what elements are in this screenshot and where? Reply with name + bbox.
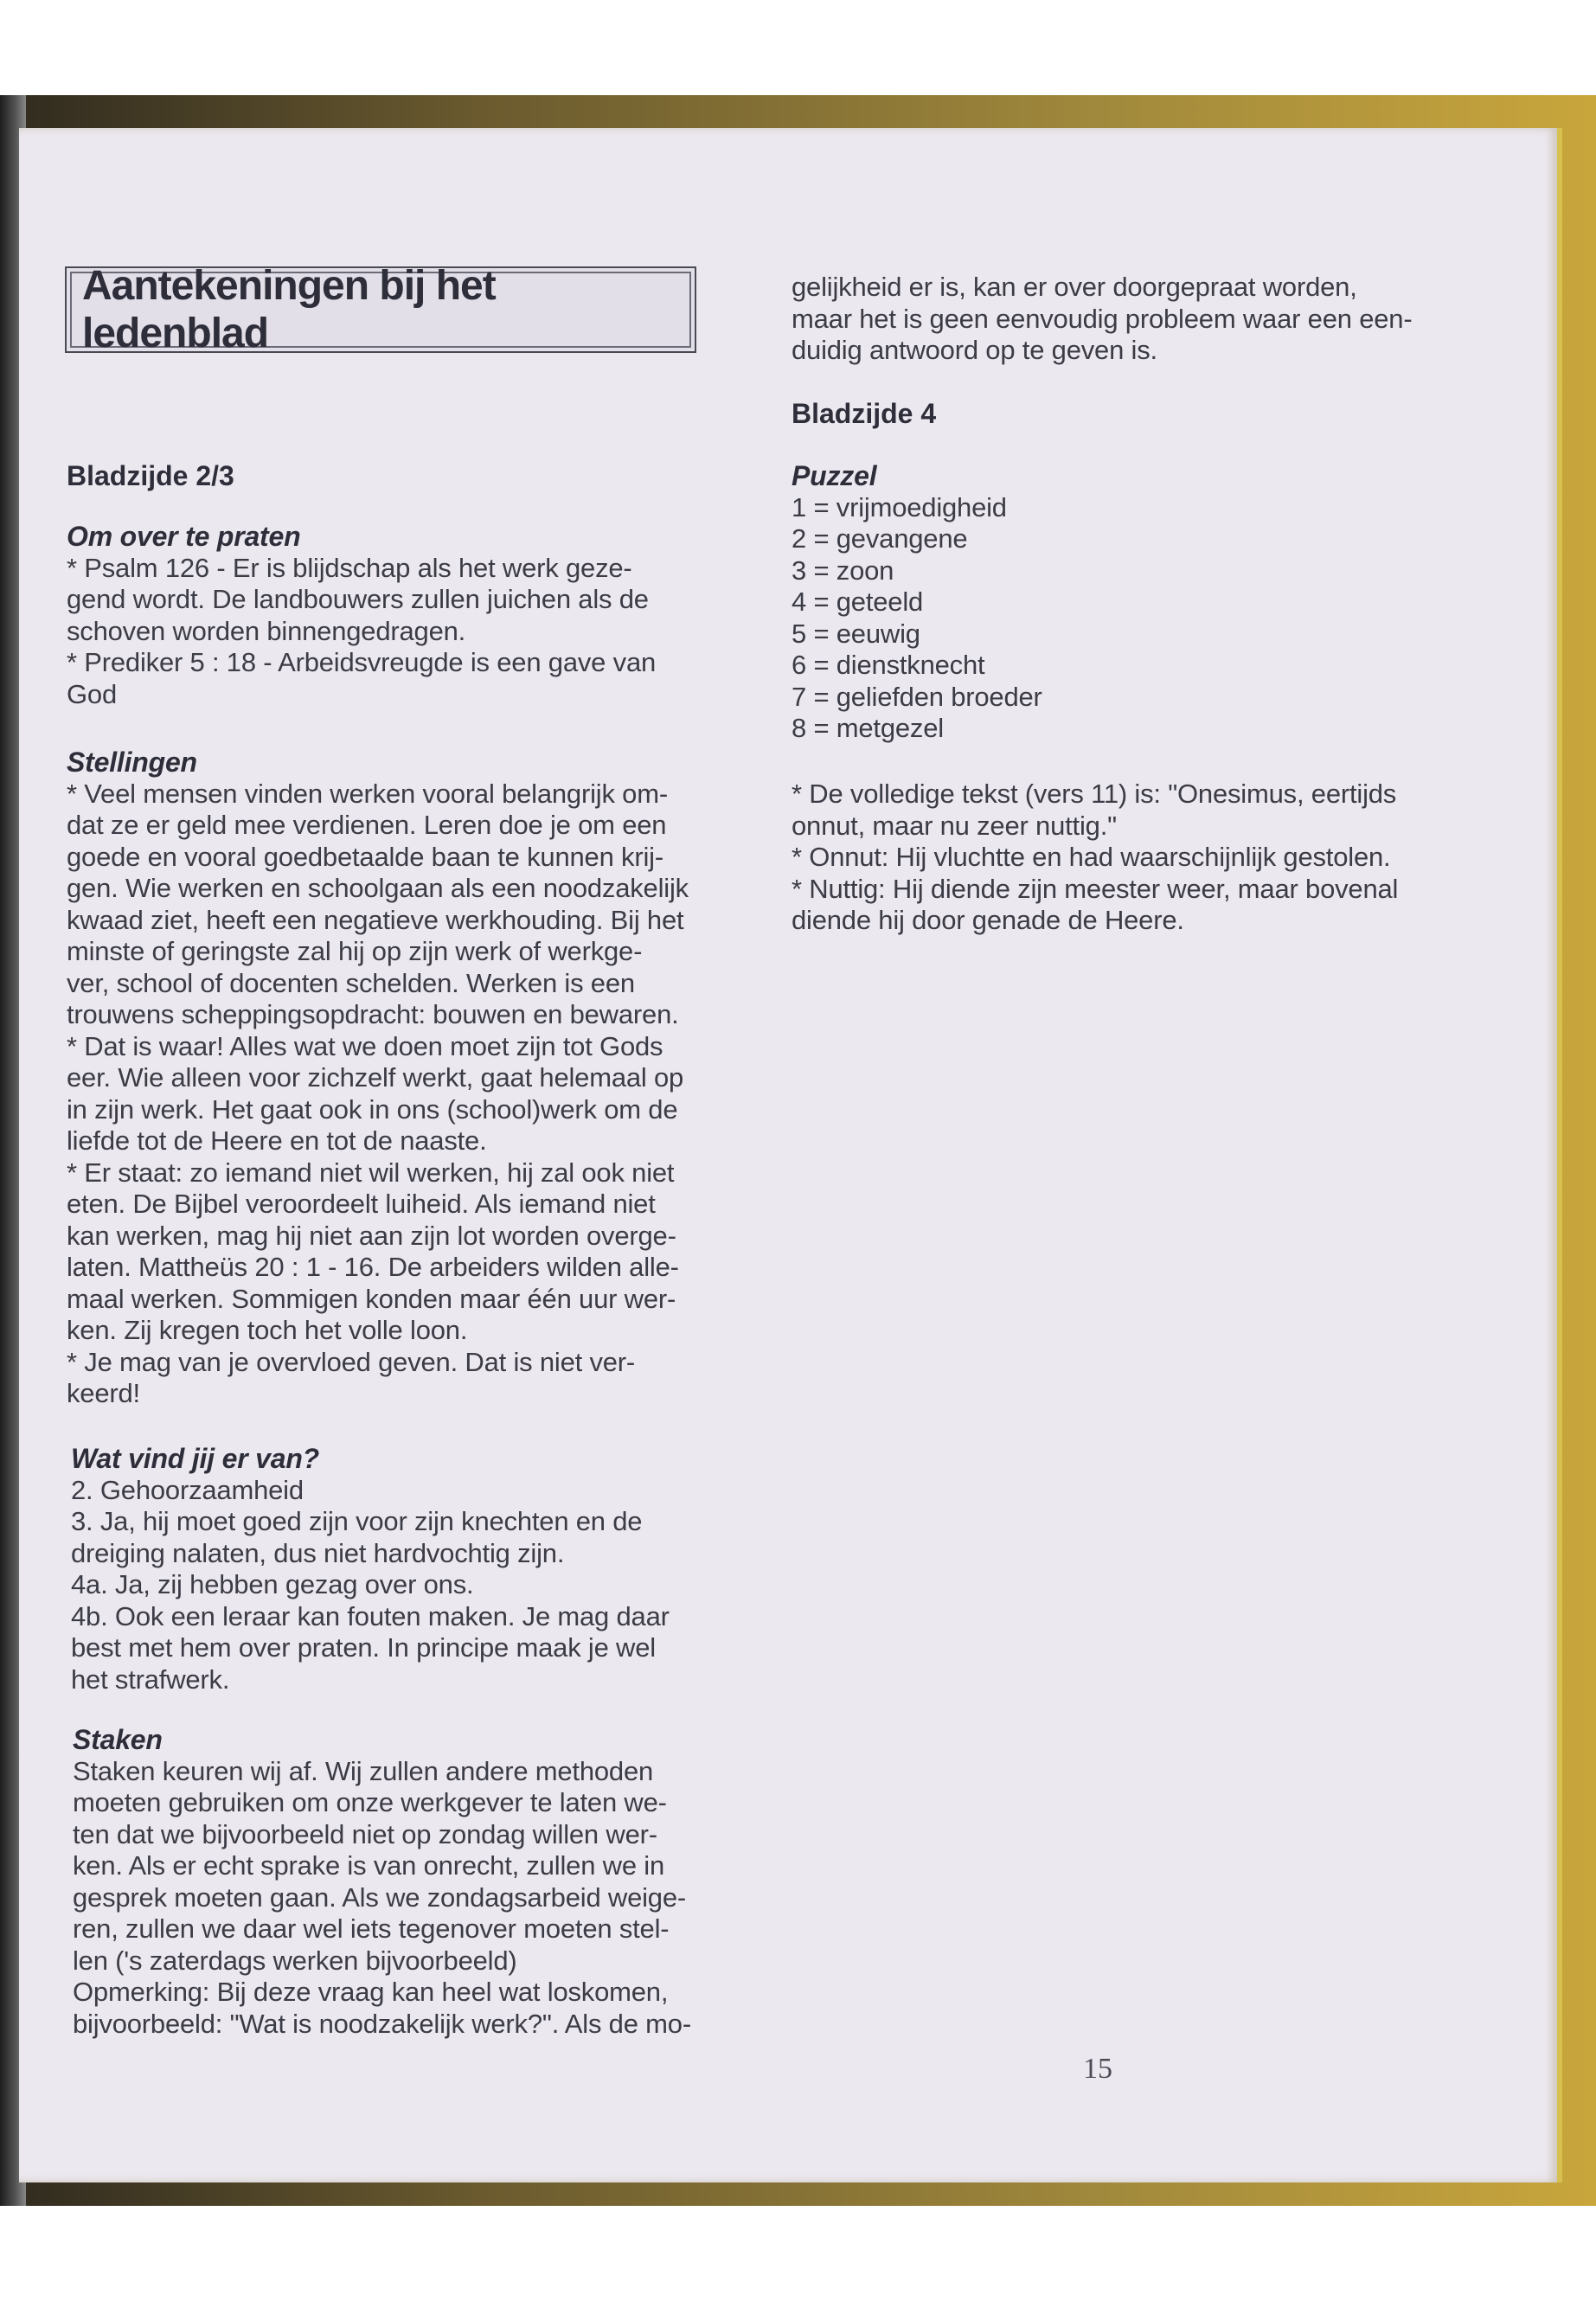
text-line: * Dat is waar! Alles wat we doen moet zijn tot Gods [67, 1030, 663, 1061]
text-line: * Er staat: zo iemand niet wil werken, hij zal ook niet [67, 1157, 675, 1188]
puzzle-answer: 2 = gevangene [792, 523, 968, 554]
text-line: dreiging nalaten, dus niet hardvochtig zijn. [71, 1537, 565, 1568]
text-line: trouwens scheppingsopdracht: bouwen en bewaren. [67, 999, 679, 1029]
om-over-te-praten-heading: Om over te praten [67, 521, 301, 552]
text-line: 4b. Ook een leraar kan fouten maken. Je mag daar [71, 1600, 670, 1631]
text-line: * Nuttig: Hij diende zijn meester weer, maar bovenal [792, 873, 1399, 904]
section-heading-bladzijde-2-3: Bladzijde 2/3 [67, 460, 234, 491]
text-line: God [67, 678, 117, 709]
title-box [65, 263, 696, 356]
text-line: ten dat we bijvoorbeeld niet op zondag willen wer- [73, 1818, 657, 1849]
text-line: 4a. Ja, zij hebben gezag over ons. [71, 1569, 474, 1599]
text-line: gesprek moeten gaan. Als we zondagsarbeid weige- [73, 1881, 687, 1913]
text-line: eer. Wie alleen voor zichzelf werkt, gaat helemaal op [67, 1062, 684, 1093]
text-line: Opmerking: Bij deze vraag kan heel wat loskomen, [73, 1977, 669, 2007]
text-line: Staken keuren wij af. Wij zullen andere methoden [73, 1755, 654, 1786]
text-line: eten. De Bijbel veroordeelt luiheid. Als iemand niet [67, 1189, 656, 1219]
continuation-block [792, 272, 1484, 367]
text-line: in zijn werk. Het gaat ook in ons (school)werk om de [67, 1093, 678, 1125]
text-line: ver, school of docenten schelden. Werken is een [67, 967, 635, 998]
puzzle-answer: 8 = metgezel [792, 713, 944, 743]
wat-vind-jij-heading: Wat vind jij er van? [71, 1443, 320, 1474]
text-line: diende hij door genade de Heere. [792, 905, 1184, 935]
page-title: Aantekeningen bij het ledenblad [70, 272, 691, 348]
text-line: * Prediker 5 : 18 - Arbeidsvreugde is een gave van [67, 647, 657, 677]
text-line: ren, zullen we daar wel iets tegenover moeten stel- [73, 1913, 670, 1944]
staken-block [73, 1724, 739, 2040]
text-line: maar het is geen eenvoudig probleem waar een een- [792, 303, 1413, 334]
text-line: dat ze er geld mee verdienen. Leren doe je om een [67, 810, 667, 840]
text-line: gelijkheid er is, kan er over doorgepraat worden, [792, 272, 1357, 302]
stellingen-block [67, 747, 733, 1410]
text-line: best met hem over praten. In principe maak je wel [71, 1632, 656, 1663]
puzzle-answer: 1 = vrijmoedigheid [792, 491, 1007, 522]
text-line: 3. Ja, hij moet goed zijn voor zijn knechten en de [71, 1506, 643, 1536]
text-line: schoven worden binnengedragen. [67, 615, 466, 646]
page [19, 128, 1562, 2182]
text-line: * Veel mensen vinden werken vooral belangrijk om- [67, 778, 668, 809]
text-line: onnut, maar nu zeer nuttig." [792, 810, 1117, 841]
text-line: * Je mag van je overvloed geven. Dat is niet ver- [67, 1346, 636, 1377]
puzzle-answer: 5 = eeuwig [792, 618, 920, 649]
puzzel-heading: Puzzel [792, 460, 877, 491]
text-line: * Onnut: Hij vluchtte en had waarschijnlijk gestolen. [792, 842, 1391, 872]
section-heading-bladzijde-4: Bladzijde 4 [792, 398, 937, 429]
text-line: het strafwerk. [71, 1663, 230, 1695]
stellingen-heading: Stellingen [67, 747, 197, 778]
text-line: ken. Als er echt sprake is van onrecht, zullen we in [73, 1850, 665, 1881]
puzzle-answer: 7 = geliefden broeder [792, 681, 1042, 712]
text-line: ken. Zij kregen toch het volle loon. [67, 1315, 468, 1345]
text-line: kan werken, mag hij niet aan zijn lot worden overge- [67, 1220, 676, 1251]
puzzle-answer: 4 = geteeld [792, 586, 924, 617]
text-line: gen. Wie werken en schoolgaan als een noodzakelijk [67, 873, 689, 903]
puzzle-answer: 3 = zoon [792, 554, 894, 586]
text-line: minste of geringste zal hij op zijn werk of werkge- [67, 936, 643, 966]
text-line: bijvoorbeeld: "Wat is noodzakelijk werk?". Als de mo- [73, 2008, 691, 2039]
text-line: laten. Mattheüs 20 : 1 - 16. De arbeiders wilden alle- [67, 1252, 679, 1282]
notes-block [792, 779, 1484, 937]
text-line: * Psalm 126 - Er is blijdschap als het werk geze- [67, 552, 632, 583]
text-line: gend wordt. De landbouwers zullen juichen als de [67, 584, 649, 614]
puzzle-answer: 6 = dienstknecht [792, 650, 985, 680]
text-line: liefde tot de Heere en tot de naaste. [67, 1125, 487, 1156]
text-line: keerd! [67, 1378, 140, 1408]
text-line: kwaad ziet, heeft een negatieve werkhouding. Bij het [67, 904, 684, 935]
staken-heading: Staken [73, 1724, 163, 1755]
text-line: goede en vooral goedbetaalde baan te kunnen krij- [67, 841, 663, 872]
text-line: duidig antwoord op te geven is. [792, 335, 1157, 365]
text-line: moeten gebruiken om onze werkgever te laten we- [73, 1787, 667, 1817]
wat-vind-jij-block [71, 1443, 728, 1695]
page-number: 15 [1083, 2053, 1112, 2085]
om-over-te-praten-block [67, 521, 724, 710]
text-line: 2. Gehoorzaamheid [71, 1474, 304, 1505]
puzzel-block [792, 460, 1466, 745]
text-line: len ('s zaterdags werken bijvoorbeeld) [73, 1945, 517, 1976]
text-line: maal werken. Sommigen konden maar één uur wer- [67, 1283, 676, 1314]
text-line: * De volledige tekst (vers 11) is: "Onesimus, eertijds [792, 779, 1397, 809]
